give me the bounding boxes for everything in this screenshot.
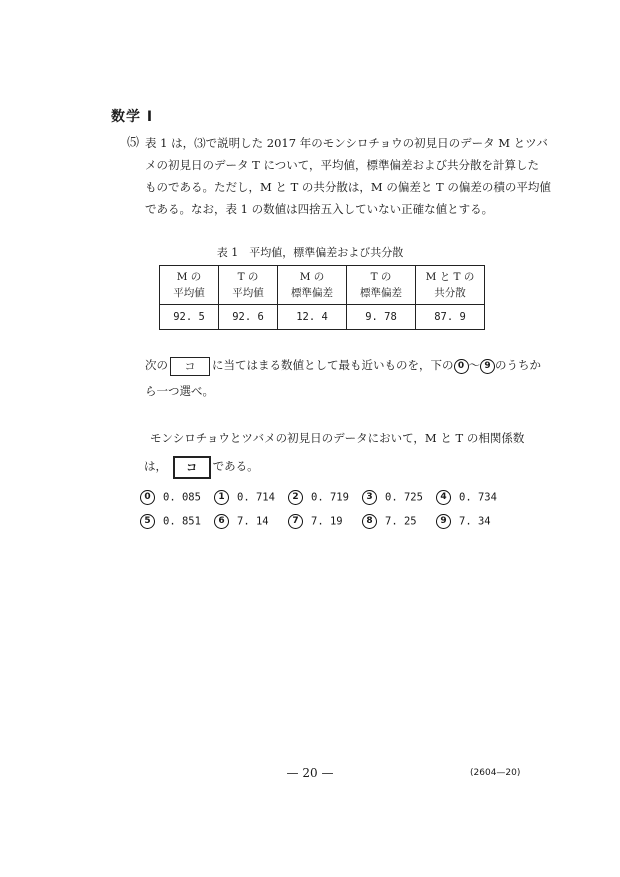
header-cell: M の 平均値: [160, 266, 219, 305]
circled-number: 5: [140, 514, 155, 529]
circled-number: 6: [214, 514, 229, 529]
statistics-table: [159, 265, 485, 330]
choice-item[interactable]: 5 0. 851: [140, 514, 201, 529]
intro-line: である。なお，表 1 の数値は四捨五入していない正確な値とする。: [145, 202, 494, 216]
choice-item[interactable]: 4 0. 734: [436, 490, 497, 505]
value-cell: 9. 78: [347, 305, 416, 330]
value-cell: 12. 4: [278, 305, 347, 330]
circled-number: 9: [480, 359, 495, 374]
instruction: [145, 352, 541, 404]
choice-item[interactable]: 6 7. 14: [214, 514, 269, 529]
page-code: (2604—20): [470, 768, 521, 778]
circled-number: 2: [288, 490, 303, 505]
statement-line: は， コ である。: [144, 452, 530, 480]
intro-line: メの初見日のデータ T について，平均値，標準偏差および共分散を計算した: [145, 158, 540, 172]
choice-item[interactable]: 9 7. 34: [436, 514, 491, 529]
circled-number: 3: [362, 490, 377, 505]
circled-number: 7: [288, 514, 303, 529]
statement: [144, 424, 530, 480]
circled-number: 4: [436, 490, 451, 505]
table-row: [160, 305, 485, 330]
choice-item[interactable]: 2 0. 719: [288, 490, 349, 505]
question-number: ⑸: [127, 135, 140, 149]
instruction-line: 次の コ に当てはまる数値として最も近いものを，下の 0 ～ 9 のうちか: [145, 352, 525, 378]
table-header-row: [160, 266, 485, 305]
question-intro: [145, 132, 551, 220]
value-cell: 92. 5: [160, 305, 219, 330]
answer-box-ko: コ: [170, 357, 210, 376]
answer-box-ko[interactable]: コ: [173, 456, 211, 479]
value-cell: 92. 6: [219, 305, 278, 330]
header-cell: T の 平均値: [219, 266, 278, 305]
page-number: — 20 —: [286, 766, 334, 780]
circled-number: 0: [454, 359, 469, 374]
subject-heading: 数学 I: [111, 109, 154, 125]
intro-line: 表 1 は，⑶で説明した 2017 年のモンシロチョウの初見日のデータ M とツバ: [145, 136, 548, 150]
choice-item[interactable]: 0 0. 085: [140, 490, 201, 505]
circled-number: 0: [140, 490, 155, 505]
circled-number: 1: [214, 490, 229, 505]
intro-line: ものである。ただし，M と T の共分散は，M の偏差と T の偏差の積の平均値: [145, 180, 551, 194]
choice-item[interactable]: 8 7. 25: [362, 514, 417, 529]
statement-line: モンシロチョウとツバメの初見日のデータにおいて，M と T の相関係数: [150, 431, 525, 445]
choice-item[interactable]: 1 0. 714: [214, 490, 275, 505]
table-caption: 表 1 平均値，標準偏差および共分散: [216, 246, 404, 259]
instruction-line: ら一つ選べ。: [145, 384, 214, 398]
choice-item[interactable]: 7 7. 19: [288, 514, 343, 529]
header-cell: T の 標準偏差: [347, 266, 416, 305]
circled-number: 9: [436, 514, 451, 529]
header-cell: M と T の 共分散: [416, 266, 485, 305]
circled-number: 8: [362, 514, 377, 529]
header-cell: M の 標準偏差: [278, 266, 347, 305]
value-cell: 87. 9: [416, 305, 485, 330]
choice-item[interactable]: 3 0. 725: [362, 490, 423, 505]
